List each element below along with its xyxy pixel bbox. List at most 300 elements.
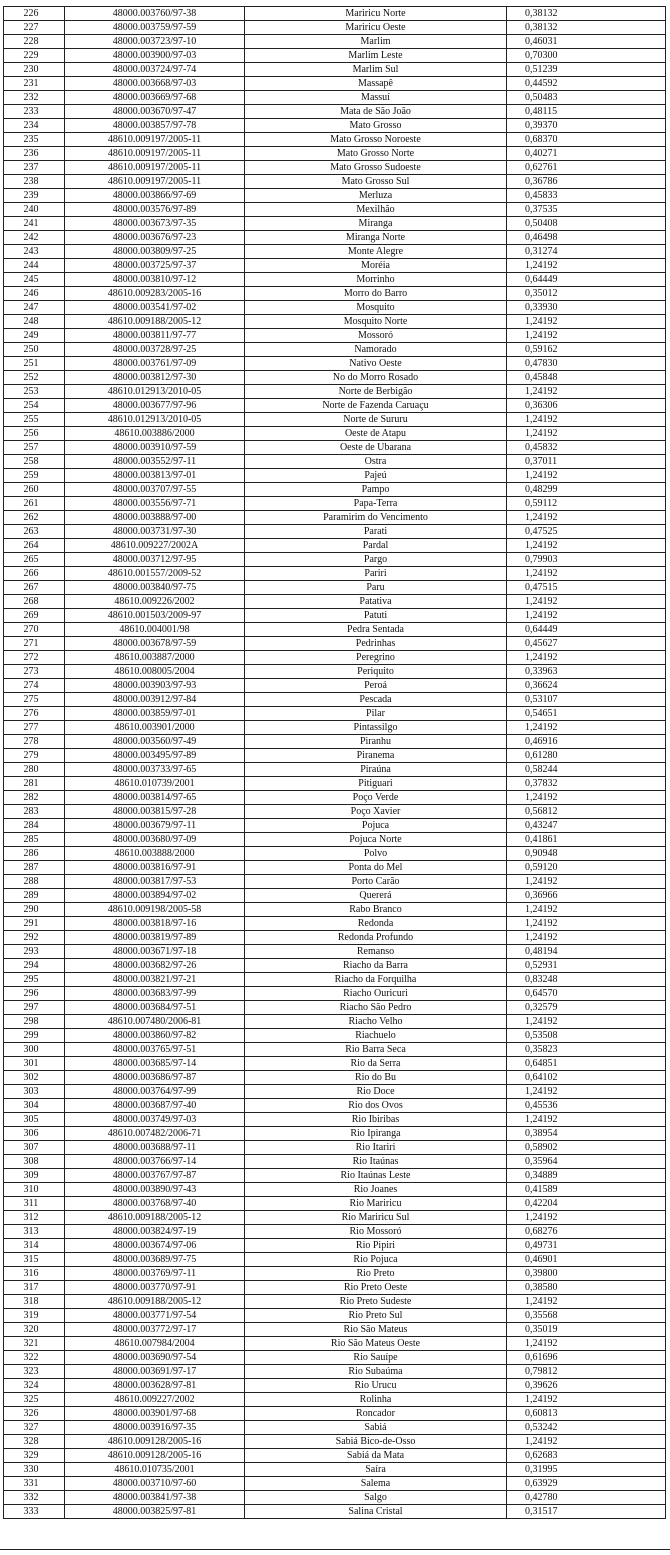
process-number-cell: 48000.003576/97-89 [65, 203, 245, 217]
process-number-cell: 48000.003857/97-78 [65, 119, 245, 133]
row-number-cell: 300 [4, 1043, 65, 1057]
value-cell: 0,35823 [507, 1043, 666, 1057]
field-name-cell: Pampo [245, 483, 507, 497]
process-number-cell: 48000.003686/97-87 [65, 1071, 245, 1085]
field-name-cell: Paramirim do Vencimento [245, 511, 507, 525]
field-name-cell: Mariricu Oeste [245, 21, 507, 35]
table-row [4, 917, 666, 931]
table-row [4, 637, 666, 651]
value-cell: 0,68370 [507, 133, 666, 147]
field-name-cell: No do Morro Rosado [245, 371, 507, 385]
value-cell: 1,24192 [507, 651, 666, 665]
row-number-cell: 253 [4, 385, 65, 399]
row-number-cell: 226 [4, 7, 65, 21]
row-number-cell: 302 [4, 1071, 65, 1085]
value-cell: 1,24192 [507, 1393, 666, 1407]
table-row [4, 1043, 666, 1057]
row-number-cell: 231 [4, 77, 65, 91]
row-number-cell: 286 [4, 847, 65, 861]
value-cell: 0,36966 [507, 889, 666, 903]
value-cell: 0,61280 [507, 749, 666, 763]
row-number-cell: 330 [4, 1463, 65, 1477]
field-name-cell: Rio Sauípe [245, 1351, 507, 1365]
field-name-cell: Pajeú [245, 469, 507, 483]
value-cell: 0,79812 [507, 1365, 666, 1379]
table-row [4, 553, 666, 567]
row-number-cell: 247 [4, 301, 65, 315]
process-number-cell: 48610.003886/2000 [65, 427, 245, 441]
table-row [4, 1155, 666, 1169]
row-number-cell: 244 [4, 259, 65, 273]
value-cell: 1,24192 [507, 539, 666, 553]
process-number-cell: 48000.003770/97-91 [65, 1281, 245, 1295]
field-name-cell: Porto Carão [245, 875, 507, 889]
field-name-cell: Pilar [245, 707, 507, 721]
field-name-cell: Namorado [245, 343, 507, 357]
process-number-cell: 48610.001557/2009-52 [65, 567, 245, 581]
value-cell: 1,24192 [507, 903, 666, 917]
process-number-cell: 48000.003712/97-95 [65, 553, 245, 567]
process-number-cell: 48000.003724/97-74 [65, 63, 245, 77]
field-name-cell: Riacho da Forquilha [245, 973, 507, 987]
value-cell: 0,38132 [507, 21, 666, 35]
row-number-cell: 236 [4, 147, 65, 161]
row-number-cell: 320 [4, 1323, 65, 1337]
process-number-cell: 48000.003814/97-65 [65, 791, 245, 805]
process-number-cell: 48000.003818/97-16 [65, 917, 245, 931]
row-number-cell: 227 [4, 21, 65, 35]
table-row [4, 497, 666, 511]
process-number-cell: 48000.003866/97-69 [65, 189, 245, 203]
field-name-cell: Rio Barra Seca [245, 1043, 507, 1057]
process-number-cell: 48610.009283/2005-16 [65, 287, 245, 301]
row-number-cell: 276 [4, 707, 65, 721]
row-number-cell: 239 [4, 189, 65, 203]
table-row [4, 1281, 666, 1295]
process-number-cell: 48000.003688/97-11 [65, 1141, 245, 1155]
table-row [4, 1071, 666, 1085]
value-cell: 0,44592 [507, 77, 666, 91]
table-row [4, 1001, 666, 1015]
process-number-cell: 48000.003813/97-01 [65, 469, 245, 483]
table-row [4, 147, 666, 161]
value-cell: 0,53107 [507, 693, 666, 707]
table-row [4, 287, 666, 301]
value-cell: 0,48299 [507, 483, 666, 497]
row-number-cell: 266 [4, 567, 65, 581]
row-number-cell: 301 [4, 1057, 65, 1071]
field-name-cell: Pardal [245, 539, 507, 553]
field-name-cell: Rio Preto Sul [245, 1309, 507, 1323]
process-number-cell: 48000.003824/97-19 [65, 1225, 245, 1239]
field-name-cell: Rio Itaúnas [245, 1155, 507, 1169]
process-number-cell: 48000.003912/97-84 [65, 693, 245, 707]
table-row [4, 1085, 666, 1099]
table-row [4, 1463, 666, 1477]
table-row [4, 1141, 666, 1155]
table-row [4, 833, 666, 847]
value-cell: 1,24192 [507, 1337, 666, 1351]
table-row [4, 1197, 666, 1211]
process-number-cell: 48000.003810/97-12 [65, 273, 245, 287]
process-number-cell: 48610.004001/98 [65, 623, 245, 637]
table-row [4, 133, 666, 147]
value-cell: 1,24192 [507, 595, 666, 609]
process-number-cell: 48000.003817/97-53 [65, 875, 245, 889]
value-cell: 0,61696 [507, 1351, 666, 1365]
field-name-cell: Rio Pipiri [245, 1239, 507, 1253]
table-row [4, 315, 666, 329]
table-row [4, 567, 666, 581]
value-cell: 1,24192 [507, 413, 666, 427]
process-number-cell: 48000.003901/97-68 [65, 1407, 245, 1421]
process-number-cell: 48000.003840/97-75 [65, 581, 245, 595]
table-row [4, 483, 666, 497]
table-row [4, 1505, 666, 1519]
table-row [4, 679, 666, 693]
row-number-cell: 241 [4, 217, 65, 231]
row-number-cell: 234 [4, 119, 65, 133]
process-number-cell: 48000.003725/97-37 [65, 259, 245, 273]
process-number-cell: 48610.009197/2005-11 [65, 161, 245, 175]
row-number-cell: 322 [4, 1351, 65, 1365]
field-name-cell: Parati [245, 525, 507, 539]
process-number-cell: 48000.003669/97-68 [65, 91, 245, 105]
table-row [4, 1351, 666, 1365]
row-number-cell: 255 [4, 413, 65, 427]
table-row [4, 427, 666, 441]
table-row [4, 931, 666, 945]
field-name-cell: Riacho Ouricuri [245, 987, 507, 1001]
table-row [4, 1379, 666, 1393]
table-row [4, 1337, 666, 1351]
field-name-cell: Oeste de Ubarana [245, 441, 507, 455]
value-cell: 0,31517 [507, 1505, 666, 1519]
field-name-cell: Rio São Mateus [245, 1323, 507, 1337]
table-row [4, 609, 666, 623]
field-name-cell: Piranhu [245, 735, 507, 749]
value-cell: 0,45536 [507, 1099, 666, 1113]
field-name-cell: Rio Joanes [245, 1183, 507, 1197]
field-name-cell: Rio Mariricu Sul [245, 1211, 507, 1225]
field-name-cell: Salgo [245, 1491, 507, 1505]
row-number-cell: 329 [4, 1449, 65, 1463]
value-cell: 1,24192 [507, 917, 666, 931]
process-number-cell: 48610.007984/2004 [65, 1337, 245, 1351]
field-name-cell: Rio Doce [245, 1085, 507, 1099]
field-name-cell: Mosquito [245, 301, 507, 315]
footer-rule [0, 1549, 670, 1550]
process-number-cell: 48000.003684/97-51 [65, 1001, 245, 1015]
field-name-cell: Saíra [245, 1463, 507, 1477]
value-cell: 1,24192 [507, 1211, 666, 1225]
row-number-cell: 324 [4, 1379, 65, 1393]
row-number-cell: 283 [4, 805, 65, 819]
table-row [4, 665, 666, 679]
process-number-cell: 48000.003767/97-87 [65, 1169, 245, 1183]
row-number-cell: 306 [4, 1127, 65, 1141]
table-row [4, 819, 666, 833]
row-number-cell: 277 [4, 721, 65, 735]
field-name-cell: Mato Grosso Noroeste [245, 133, 507, 147]
process-number-cell: 48000.003556/97-71 [65, 497, 245, 511]
row-number-cell: 269 [4, 609, 65, 623]
row-number-cell: 313 [4, 1225, 65, 1239]
process-number-cell: 48610.007480/2006-81 [65, 1015, 245, 1029]
row-number-cell: 315 [4, 1253, 65, 1267]
row-number-cell: 327 [4, 1421, 65, 1435]
table-row [4, 735, 666, 749]
row-number-cell: 317 [4, 1281, 65, 1295]
value-cell: 0,49731 [507, 1239, 666, 1253]
value-cell: 0,58902 [507, 1141, 666, 1155]
field-name-cell: Pojuca [245, 819, 507, 833]
table-row [4, 581, 666, 595]
field-name-cell: Norte de Berbigão [245, 385, 507, 399]
row-number-cell: 307 [4, 1141, 65, 1155]
field-name-cell: Nativo Oeste [245, 357, 507, 371]
table-row [4, 21, 666, 35]
field-name-cell: Piranema [245, 749, 507, 763]
value-cell: 1,24192 [507, 469, 666, 483]
field-name-cell: Peregrino [245, 651, 507, 665]
row-number-cell: 295 [4, 973, 65, 987]
process-number-cell: 48000.003765/97-51 [65, 1043, 245, 1057]
field-name-cell: Papa-Terra [245, 497, 507, 511]
value-cell: 0,35019 [507, 1323, 666, 1337]
table-row [4, 399, 666, 413]
table-row [4, 1015, 666, 1029]
table-row [4, 805, 666, 819]
value-cell: 0,41589 [507, 1183, 666, 1197]
field-name-cell: Paru [245, 581, 507, 595]
row-number-cell: 291 [4, 917, 65, 931]
row-number-cell: 260 [4, 483, 65, 497]
table-row [4, 1435, 666, 1449]
row-number-cell: 288 [4, 875, 65, 889]
value-cell: 0,54651 [507, 707, 666, 721]
field-name-cell: Patuti [245, 609, 507, 623]
value-cell: 0,64570 [507, 987, 666, 1001]
value-cell: 0,37832 [507, 777, 666, 791]
process-number-cell: 48000.003903/97-93 [65, 679, 245, 693]
table-row [4, 343, 666, 357]
field-name-cell: Periquito [245, 665, 507, 679]
table-row [4, 245, 666, 259]
process-number-cell: 48000.003821/97-21 [65, 973, 245, 987]
table-row [4, 455, 666, 469]
process-number-cell: 48000.003772/97-17 [65, 1323, 245, 1337]
process-number-cell: 48610.001503/2009-97 [65, 609, 245, 623]
row-number-cell: 289 [4, 889, 65, 903]
field-name-cell: Pescada [245, 693, 507, 707]
process-number-cell: 48000.003680/97-09 [65, 833, 245, 847]
table-row [4, 91, 666, 105]
process-number-cell: 48000.003759/97-59 [65, 21, 245, 35]
row-number-cell: 290 [4, 903, 65, 917]
field-name-cell: Rio São Mateus Oeste [245, 1337, 507, 1351]
table-row [4, 161, 666, 175]
value-cell: 0,37535 [507, 203, 666, 217]
row-number-cell: 326 [4, 1407, 65, 1421]
process-number-cell: 48000.003809/97-25 [65, 245, 245, 259]
row-number-cell: 228 [4, 35, 65, 49]
table-row [4, 1057, 666, 1071]
process-number-cell: 48000.003628/97-81 [65, 1379, 245, 1393]
process-number-cell: 48000.003495/97-89 [65, 749, 245, 763]
process-number-cell: 48000.003710/97-60 [65, 1477, 245, 1491]
row-number-cell: 316 [4, 1267, 65, 1281]
value-cell: 0,62761 [507, 161, 666, 175]
value-cell: 0,52931 [507, 959, 666, 973]
table-row [4, 1183, 666, 1197]
row-number-cell: 270 [4, 623, 65, 637]
process-number-cell: 48000.003690/97-54 [65, 1351, 245, 1365]
table-row [4, 441, 666, 455]
row-number-cell: 285 [4, 833, 65, 847]
process-number-cell: 48000.003678/97-59 [65, 637, 245, 651]
process-number-cell: 48610.009188/2005-12 [65, 1211, 245, 1225]
row-number-cell: 319 [4, 1309, 65, 1323]
value-cell: 0,62683 [507, 1449, 666, 1463]
value-cell: 0,43247 [507, 819, 666, 833]
table-row [4, 945, 666, 959]
process-number-cell: 48000.003707/97-55 [65, 483, 245, 497]
field-name-cell: Mato Grosso Norte [245, 147, 507, 161]
field-name-cell: Mata de São João [245, 105, 507, 119]
process-number-cell: 48000.003733/97-65 [65, 763, 245, 777]
field-name-cell: Ponta do Mel [245, 861, 507, 875]
row-number-cell: 272 [4, 651, 65, 665]
row-number-cell: 281 [4, 777, 65, 791]
row-number-cell: 318 [4, 1295, 65, 1309]
field-name-cell: Riacho da Barra [245, 959, 507, 973]
value-cell: 0,38580 [507, 1281, 666, 1295]
field-name-cell: Marlim [245, 35, 507, 49]
process-number-cell: 48610.009226/2002 [65, 595, 245, 609]
value-cell: 0,59120 [507, 861, 666, 875]
table-row [4, 1477, 666, 1491]
field-name-cell: Poço Xavier [245, 805, 507, 819]
row-number-cell: 323 [4, 1365, 65, 1379]
table-row [4, 273, 666, 287]
field-name-cell: Monte Alegre [245, 245, 507, 259]
field-name-cell: Rio Urucu [245, 1379, 507, 1393]
table-row [4, 1253, 666, 1267]
field-name-cell: Poço Verde [245, 791, 507, 805]
value-cell: 0,33963 [507, 665, 666, 679]
process-number-cell: 48610.009198/2005-58 [65, 903, 245, 917]
process-number-cell: 48000.003910/97-59 [65, 441, 245, 455]
value-cell: 0,45627 [507, 637, 666, 651]
process-number-cell: 48000.003768/97-40 [65, 1197, 245, 1211]
table-row [4, 357, 666, 371]
process-number-cell: 48610.009227/2002 [65, 1393, 245, 1407]
table-row [4, 651, 666, 665]
table-row [4, 203, 666, 217]
row-number-cell: 298 [4, 1015, 65, 1029]
field-name-cell: Pedra Sentada [245, 623, 507, 637]
process-number-cell: 48610.009188/2005-12 [65, 1295, 245, 1309]
value-cell: 0,36306 [507, 399, 666, 413]
row-number-cell: 262 [4, 511, 65, 525]
value-cell: 0,31274 [507, 245, 666, 259]
value-cell: 0,46031 [507, 35, 666, 49]
process-number-cell: 48000.003677/97-96 [65, 399, 245, 413]
value-cell: 1,24192 [507, 931, 666, 945]
process-number-cell: 48000.003541/97-02 [65, 301, 245, 315]
value-cell: 0,51239 [507, 63, 666, 77]
process-number-cell: 48000.003671/97-18 [65, 945, 245, 959]
process-number-cell: 48000.003825/97-81 [65, 1505, 245, 1519]
field-name-cell: Rabo Branco [245, 903, 507, 917]
table-row [4, 1295, 666, 1309]
row-number-cell: 304 [4, 1099, 65, 1113]
row-number-cell: 263 [4, 525, 65, 539]
value-cell: 1,24192 [507, 385, 666, 399]
field-name-cell: Mossoró [245, 329, 507, 343]
table-row [4, 385, 666, 399]
row-number-cell: 230 [4, 63, 65, 77]
field-name-cell: Rio Ibiribas [245, 1113, 507, 1127]
table-row [4, 763, 666, 777]
value-cell: 0,34889 [507, 1169, 666, 1183]
row-number-cell: 296 [4, 987, 65, 1001]
field-name-cell: Rio do Bu [245, 1071, 507, 1085]
value-cell: 0,46916 [507, 735, 666, 749]
process-number-cell: 48000.003749/97-03 [65, 1113, 245, 1127]
table-row [4, 693, 666, 707]
process-number-cell: 48610.012913/2010-05 [65, 385, 245, 399]
process-number-cell: 48000.003691/97-17 [65, 1365, 245, 1379]
row-number-cell: 273 [4, 665, 65, 679]
row-number-cell: 299 [4, 1029, 65, 1043]
row-number-cell: 279 [4, 749, 65, 763]
value-cell: 0,36624 [507, 679, 666, 693]
table-row [4, 595, 666, 609]
value-cell: 0,50483 [507, 91, 666, 105]
process-number-cell: 48000.003723/97-10 [65, 35, 245, 49]
process-number-cell: 48000.003769/97-11 [65, 1267, 245, 1281]
process-number-cell: 48000.003682/97-26 [65, 959, 245, 973]
row-number-cell: 242 [4, 231, 65, 245]
row-number-cell: 232 [4, 91, 65, 105]
field-name-cell: Ostra [245, 455, 507, 469]
row-number-cell: 310 [4, 1183, 65, 1197]
field-name-cell: Sabiá Bico-de-Osso [245, 1435, 507, 1449]
process-number-cell: 48000.003668/97-03 [65, 77, 245, 91]
table-row [4, 959, 666, 973]
value-cell: 1,24192 [507, 791, 666, 805]
row-number-cell: 282 [4, 791, 65, 805]
row-number-cell: 243 [4, 245, 65, 259]
row-number-cell: 268 [4, 595, 65, 609]
value-cell: 0,45848 [507, 371, 666, 385]
value-cell: 0,60813 [507, 1407, 666, 1421]
value-cell: 0,35568 [507, 1309, 666, 1323]
table-row [4, 1407, 666, 1421]
field-name-cell: Rolinha [245, 1393, 507, 1407]
value-cell: 0,56812 [507, 805, 666, 819]
field-name-cell: Norte de Sururu [245, 413, 507, 427]
value-cell: 0,45833 [507, 189, 666, 203]
row-number-cell: 248 [4, 315, 65, 329]
process-number-cell: 48000.003815/97-28 [65, 805, 245, 819]
process-number-cell: 48000.003816/97-91 [65, 861, 245, 875]
row-number-cell: 321 [4, 1337, 65, 1351]
process-number-cell: 48000.003674/97-06 [65, 1239, 245, 1253]
table-row [4, 987, 666, 1001]
